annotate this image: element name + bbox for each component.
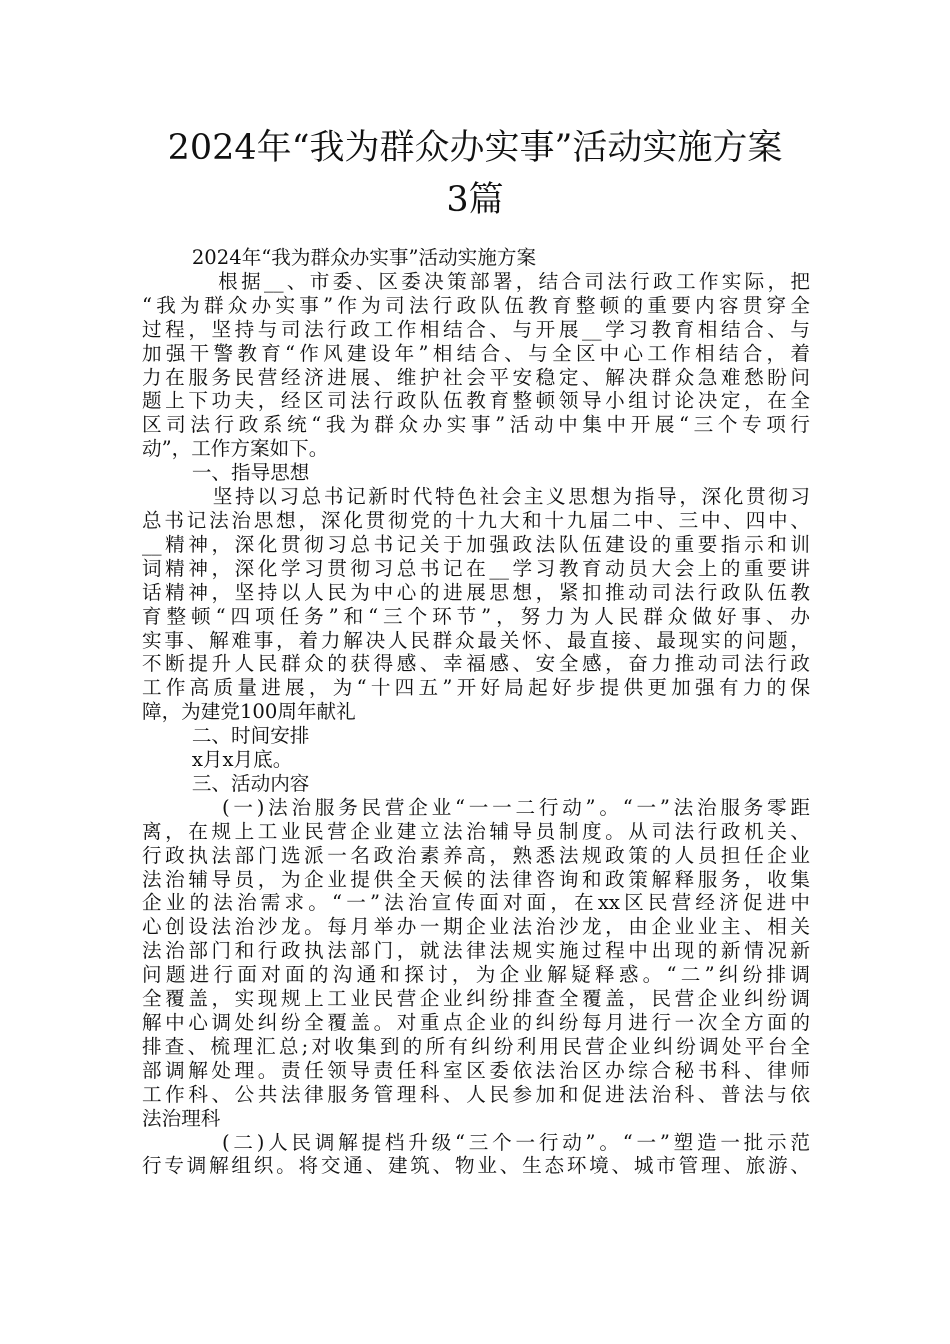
text-line: 法治辅导员，为企业提供全天候的法律咨询和政策解释服务，收集 — [142, 867, 810, 891]
text-line: 2024年“我为群众办实事”活动实施方案 — [142, 246, 537, 269]
text-line: x月x月底。 — [142, 748, 293, 772]
text-line: 障，为建党100周年献礼 — [142, 700, 356, 724]
text-line: 话精神，坚持以人民为中心的进展思想，紧扣推动司法行政队伍教 — [142, 580, 810, 604]
text-line: 法治理科 — [142, 1106, 221, 1130]
text-line: 三、活动内容 — [142, 771, 310, 795]
text-line: 行政执法部门选派一名政治素养高，熟悉法规政策的人员担任企业 — [142, 843, 810, 867]
text-line: (二)人民调解提档升级“三个一行动”。“一”塑造一批示范 — [142, 1130, 810, 1154]
text-line: 法治部门和行政执法部门，就法律法规实施过程中出现的新情况新 — [142, 939, 810, 963]
text-line: 排查、梳理汇总;对收集到的所有纠纷利用民营企业纠纷调处平台全 — [142, 1034, 810, 1058]
title-line-2: 3篇 — [446, 180, 504, 220]
text-line: 离，在规上工业民营企业建立法治辅导员制度。从司法行政机关、 — [142, 819, 810, 843]
text-line: 动”，工作方案如下。 — [142, 437, 329, 461]
text-line: 行专调解组织。将交通、建筑、物业、生态环境、城市管理、旅游、 — [142, 1154, 810, 1178]
text-line: 企业的法治需求。“一”法治宣传面对面，在xx区民营经济促进中 — [142, 891, 810, 915]
text-line: 过程，坚持与司法行政工作相结合、与开展__学习教育相结合、与 — [142, 317, 810, 341]
text-line: 区司法行政系统“我为群众办实事”活动中集中开展“三个专项行 — [142, 413, 810, 437]
text-line: 加强干警教育“作风建设年”相结合、与全区中心工作相结合，着 — [142, 341, 810, 365]
text-line: 全覆盖，实现规上工业民营企业纠纷排查全覆盖，民营企业纠纷调 — [142, 987, 810, 1011]
text-line: 问题进行面对面的沟通和探讨，为企业解疑释惑。“二”纠纷排调 — [142, 963, 810, 987]
text-line: 不断提升人民群众的获得感、幸福感、安全感，奋力推动司法行政 — [142, 652, 810, 676]
text-line: 坚持以习总书记新时代特色社会主义思想为指导，深化贯彻习 — [142, 485, 810, 509]
title-line-1: 2024年“我为群众办实事”活动实施方案 — [167, 128, 783, 168]
text-line: 二、时间安排 — [142, 724, 310, 748]
text-line: 一、指导思想 — [142, 461, 310, 485]
text-line: 词精神，深化学习贯彻习总书记在__学习教育动员大会上的重要讲 — [142, 556, 810, 580]
text-line: __精神，深化贯彻习总书记关于加强政法队伍建设的重要指示和训 — [142, 532, 810, 556]
text-line: 力在服务民营经济进展、维护社会平安稳定、解决群众急难愁盼问 — [142, 365, 810, 389]
text-line: (一)法治服务民营企业“一一二行动”。“一”法治服务零距 — [142, 795, 810, 819]
text-line: 实事、解难事，着力解决人民群众最关怀、最直接、最现实的问题， — [142, 628, 810, 652]
text-line: 育整顿“四项任务”和“三个环节”，努力为人民群众做好事、办 — [142, 604, 810, 628]
text-line: 部调解处理。责任领导责任科室区委依法治区办综合秘书科、律师 — [142, 1058, 810, 1082]
text-line: “我为群众办实事”作为司法行政队伍教育整顿的重要内容贯穿全 — [142, 293, 810, 317]
text-line: 总书记法治思想，深化贯彻党的十九大和十九届二中、三中、四中、 — [142, 508, 810, 532]
text-line: 解中心调处纠纷全覆盖。对重点企业的纠纷每月进行一次全方面的 — [142, 1011, 810, 1034]
text-line: 题上下功夫，经区司法行政队伍教育整顿领导小组讨论决定，在全 — [142, 389, 810, 413]
text-line: 工作高质量进展，为“十四五”开好局起好步提供更加强有力的保 — [142, 676, 810, 700]
text-line: 根据__、市委、区委决策部署，结合司法行政工作实际，把 — [142, 269, 810, 293]
text-line: 工作科、公共法律服务管理科、人民参加和促进法治科、普法与依 — [142, 1082, 810, 1106]
document-title — [100, 122, 850, 226]
document-body — [142, 246, 810, 1178]
text-line: 心创设法治沙龙。每月举办一期企业法治沙龙，由企业业主、相关 — [142, 915, 810, 939]
